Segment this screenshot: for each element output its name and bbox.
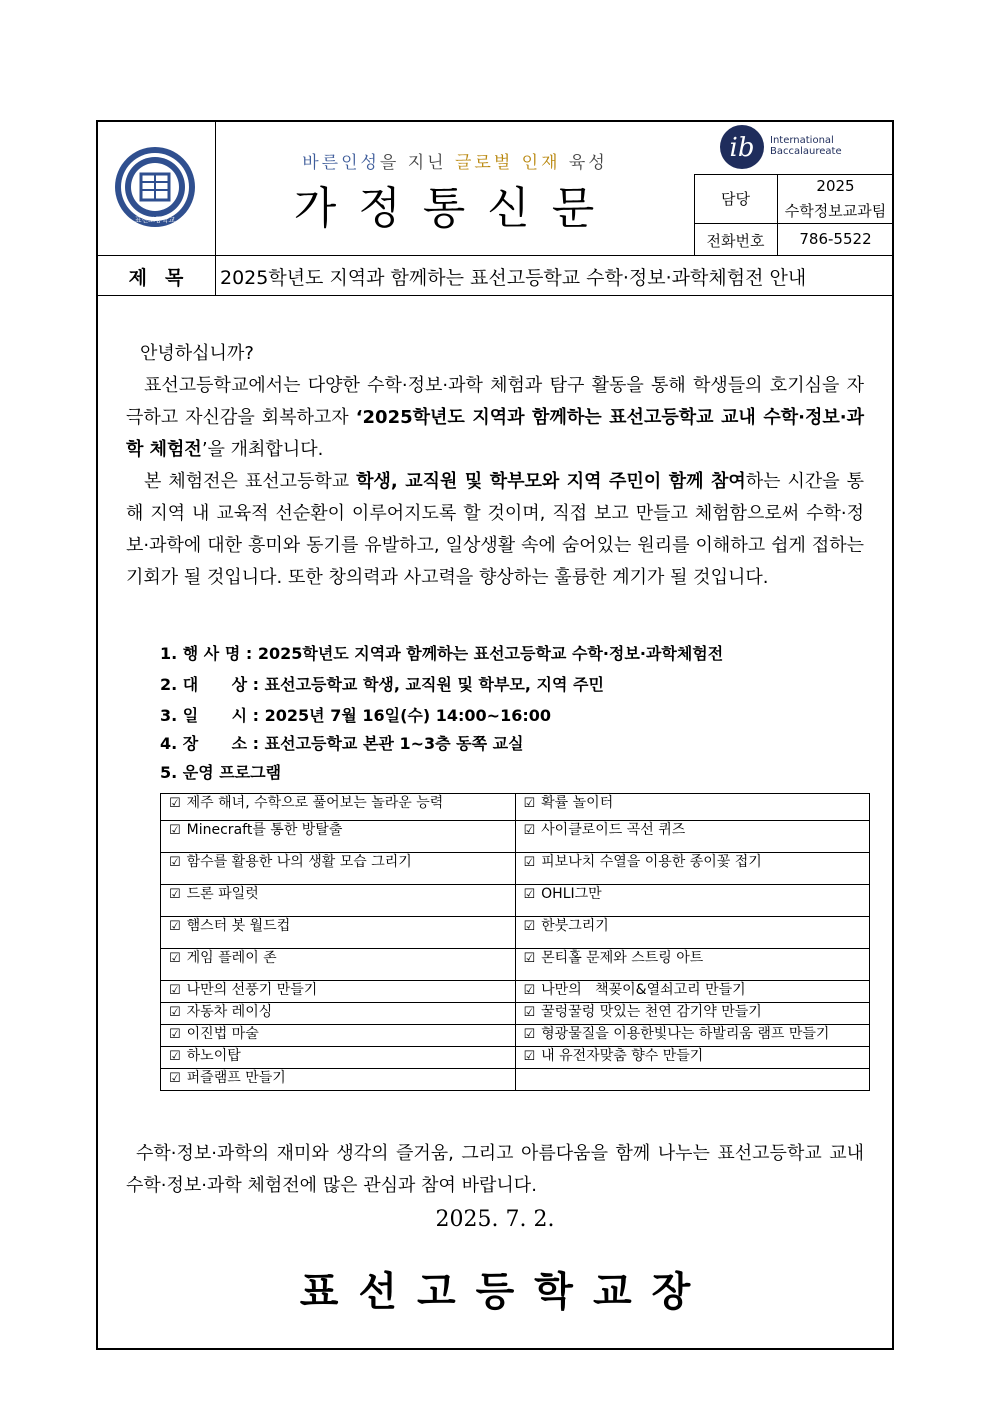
program-row [161, 1047, 870, 1069]
program-cell [515, 981, 870, 1003]
program-row [161, 821, 870, 853]
program-cell [161, 949, 516, 981]
checkbox-icon: ☑ [169, 983, 181, 998]
checkbox-icon: ☑ [523, 1005, 536, 1020]
checkbox-icon: ☑ [169, 1027, 181, 1042]
checkbox-icon: ☑ [169, 1049, 181, 1064]
program-name: 형광물질을 이용한빛나는 하발리움 램프 만들기 [541, 1026, 830, 1042]
header-bottom-line [97, 255, 893, 256]
checkbox-icon: ☑ [523, 1049, 536, 1064]
checkbox-icon: ☑ [523, 919, 536, 934]
checkbox-icon: ☑ [169, 951, 181, 966]
program-name: 햄스터 봇 월드컵 [186, 918, 291, 934]
program-name: 퍼즐램프 만들기 [186, 1070, 286, 1086]
program-row [161, 981, 870, 1003]
slogan: 바른인성을 지닌 글로벌 인재 육성 [302, 153, 608, 173]
program-table [160, 793, 870, 1091]
program-cell [515, 1003, 870, 1025]
manager-team: 수학정보교과팀 [784, 202, 887, 220]
program-cell [515, 853, 870, 885]
program-name: 게임 플레이 존 [186, 950, 277, 966]
program-row [161, 885, 870, 917]
program-cell [515, 917, 870, 949]
checkbox-icon: ☑ [169, 855, 181, 870]
page-title: 가정통신문 [293, 183, 617, 234]
program-cell [515, 821, 870, 853]
checkbox-icon: ☑ [523, 951, 536, 966]
program-cell [161, 917, 516, 949]
program-cell [161, 885, 516, 917]
program-cell [515, 1069, 870, 1091]
ib-logo-text: International Baccalaureate [770, 135, 842, 157]
checkbox-icon: ☑ [523, 983, 536, 998]
closing-paragraph: 수학·정보·과학의 재미와 생각의 즐거움, 그리고 아름다움을 함께 나누는 표선고등학교 교내 수학·정보·과학 체험전에 많은 관심과 참여 바랍니다. [126, 1143, 864, 1196]
contact-mid-line [694, 223, 893, 224]
detail-datetime: 3. 일 시 : 2025년 7월 16일(수) 14:00~16:00 [160, 706, 552, 725]
program-row [161, 1025, 870, 1047]
program-cell [515, 1047, 870, 1069]
subject-label: 제목 [128, 266, 202, 289]
program-name: 나만의 선풍기 만들기 [186, 982, 318, 998]
manager-year: 2025 [816, 177, 855, 195]
program-name: 피보나치 수열을 이용한 종이꽃 접기 [541, 854, 762, 870]
program-name: OHLI그만 [541, 886, 602, 902]
program-cell [161, 821, 516, 853]
program-name: 자동차 레이싱 [186, 1004, 273, 1020]
program-cell [515, 949, 870, 981]
greeting: 안녕하십니까? [140, 343, 254, 364]
program-cell [161, 853, 516, 885]
program-cell [515, 794, 870, 821]
program-name: 드론 파일럿 [186, 886, 259, 902]
detail-location: 4. 장 소 : 표선고등학교 본관 1~3층 동쪽 교실 [160, 734, 524, 753]
program-cell [515, 885, 870, 917]
checkbox-icon: ☑ [523, 855, 536, 870]
program-row [161, 853, 870, 885]
phone-number: 786-5522 [799, 230, 872, 248]
subject-bottom-line [97, 295, 893, 296]
checkbox-icon: ☑ [169, 1005, 181, 1020]
program-name: 함수를 활용한 나의 생활 모습 그리기 [186, 854, 412, 870]
program-name: 제주 해녀, 수학으로 풀어보는 놀라운 능력 [186, 795, 444, 811]
program-name: 몬티홀 문제와 스트링 아트 [541, 950, 704, 966]
program-row [161, 917, 870, 949]
checkbox-icon: ☑ [523, 823, 536, 838]
school-logo-icon [114, 146, 196, 228]
program-name: 꿀렁꿀렁 맛있는 천연 감기약 만들기 [541, 1004, 762, 1020]
program-row [161, 794, 870, 821]
contact-top-line [694, 174, 893, 175]
program-row [161, 1069, 870, 1091]
checkbox-icon: ☑ [169, 796, 181, 811]
checkbox-icon: ☑ [169, 919, 181, 934]
paragraph-purpose: 본 체험전은 표선고등학교 학생, 교직원 및 학부모와 지역 주민이 함께 참여하는 시간을 통해 지역 내 교육적 선순환이 이루어지도록 할 것이며, 직접 보고 만들고 체험함으로써 수학·정보·과학에 대한 흥미와 동기를 유발하고, 일상생활 속에 숨어있는 원리를 이해하고 쉽게 접하는 기회가 될 것입니다. 또한 창의력과 사고력을 향상하는 훌륭한 계기가 될 것입니다. [126, 471, 864, 588]
program-name: 한붓그리기 [541, 918, 609, 934]
program-name: 이진법 마술 [186, 1026, 259, 1042]
program-row [161, 1003, 870, 1025]
checkbox-icon: ☑ [523, 887, 536, 902]
detail-target: 2. 대 상 : 표선고등학교 학생, 교직원 및 학부모, 지역 주민 [160, 675, 604, 694]
paragraph-intro: 표선고등학교에서는 다양한 수학·정보·과학 체험과 탐구 활동을 통해 학생들의 호기심을 자극하고 자신감을 회복하고자 ‘2025학년도 지역과 함께하는 표선고등학교 교내 수학·정보·과학 체험전’을 개최합니다. [126, 375, 864, 460]
program-cell [161, 981, 516, 1003]
program-name: 나만의 책꽂이&열쇠고리 만들기 [541, 982, 746, 998]
program-cell [161, 794, 516, 821]
program-name: 사이클로이드 곡선 퀴즈 [541, 822, 686, 838]
manager-label: 담당 [721, 190, 750, 208]
subject-text: 2025학년도 지역과 함께하는 표선고등학교 수학·정보·과학체험전 안내 [220, 266, 807, 289]
checkbox-icon: ☑ [523, 1027, 536, 1042]
school-logo-text: 표선고등학교 [134, 216, 176, 224]
detail-programs-heading: 5. 운영 프로그램 [160, 763, 282, 782]
signer: 표선고등학교장 [299, 1269, 711, 1315]
phone-label: 전화번호 [706, 232, 765, 250]
issue-date: 2025. 7. 2. [435, 1207, 555, 1232]
checkbox-icon: ☑ [523, 796, 536, 811]
checkbox-icon: ☑ [169, 887, 181, 902]
program-cell [161, 1003, 516, 1025]
svg-text:ib: ib [729, 133, 755, 163]
detail-event-name: 1. 행 사 명 : 2025학년도 지역과 함께하는 표선고등학교 수학·정보·과학체험전 [160, 644, 724, 663]
program-name: Minecraft를 통한 방탈출 [186, 822, 343, 838]
program-cell [161, 1047, 516, 1069]
program-cell [515, 1025, 870, 1047]
program-name: 하노이탑 [186, 1048, 241, 1064]
program-name: 확률 놀이터 [541, 795, 614, 811]
checkbox-icon: ☑ [169, 823, 181, 838]
program-cell [161, 1025, 516, 1047]
program-name: 내 유전자맞춤 향수 만들기 [541, 1048, 704, 1064]
program-row [161, 949, 870, 981]
checkbox-icon: ☑ [169, 1071, 181, 1086]
program-cell [161, 1069, 516, 1091]
